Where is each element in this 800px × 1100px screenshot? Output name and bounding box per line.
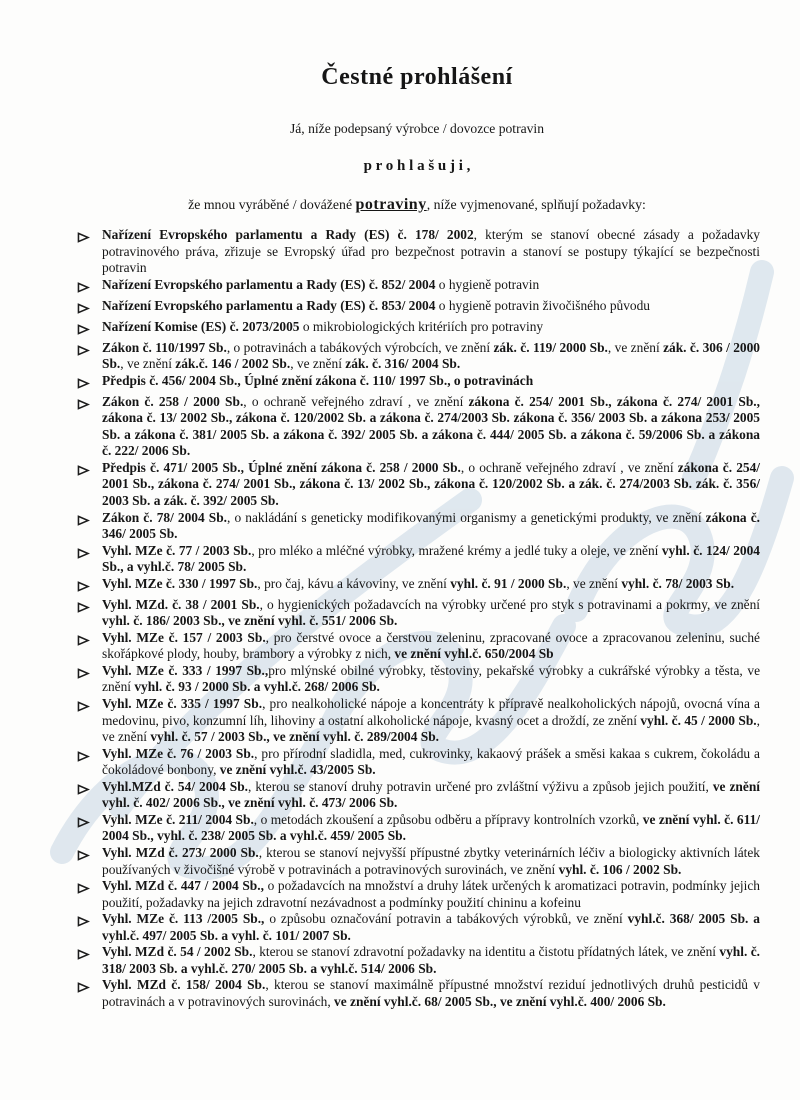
text-segment: , níže vyjmenované, splňují požadavky: <box>426 197 646 212</box>
text-segment: ve znění vyhl. č. 611/ 2004 Sb., vyhl. č. 238/ 2005 Sb. a vyhl.č. 459/ 2005 Sb. <box>102 811 760 844</box>
text-segment: zák.č. 146 / 2002 Sb. <box>175 356 291 372</box>
regulation-item <box>74 746 760 779</box>
text-segment: , pro čerstvé ovoce a čerstvou zeleninu, zpracované ovoce a zpracovanou zeleninu, suché skořápkové plody, houby, brambory a výrobky z nich, <box>102 629 760 662</box>
text-segment: zák. č. 119/ 2000 Sb. <box>493 339 608 355</box>
regulation-text <box>102 576 760 593</box>
arrowhead-right-icon <box>74 576 102 597</box>
arrowhead-right-icon <box>74 746 102 767</box>
text-segment: zákona č. 254/ 2001 Sb., zákona č. 274/ 2001 Sb., zákona č. 13/ 2002 Sb., zákona č. 120/2002 Sb. a zákona č. 274/2003 Sb. zákona č. 356/ 2003 Sb. a zákona 253/ 2005 Sb. a zákona č. 381/ 2005 Sb. a zákona č. 392/ 2005 Sb. a zákona č. 444/ 2005 Sb. a zákona č. 59/2006 Sb. a zákona č. 222/ 2006 Sb. <box>102 393 760 459</box>
arrowhead-right-icon <box>74 696 102 717</box>
text-segment: , pro nealkoholické nápoje a koncentráty k přípravě nealkoholických nápojů, ovocná vína a medovinu, pivo, konzumní líh, lihoviny a ostatní alkoholické nápoje, kvasný ocet a droždí, ze znění <box>102 696 760 728</box>
arrowhead-right-icon <box>74 911 102 932</box>
regulation-text <box>102 460 760 510</box>
regulation-item <box>74 373 760 394</box>
regulation-item <box>74 779 760 812</box>
text-segment: vyhl. č. 93 / 2000 Sb. a vyhl.č. 268/ 2006 Sb. <box>134 679 380 695</box>
text-segment: ve znění vyhl. č. 402/ 2006 Sb., ve znění vyhl. č. 473/ 2006 Sb. <box>102 778 760 811</box>
intro-declare-word: p r o h l a š u j i , <box>363 158 471 174</box>
text-segment: , kterou se stanoví nejvyšší přípustné zbytky veterinárních léčiv a biologicky aktivních látek používaných v živočišné výrobě v potravinách a potravinových surovinách, ve znění <box>102 844 760 877</box>
regulation-text <box>102 878 760 911</box>
regulation-item <box>74 944 760 977</box>
text-segment: Vyhl. MZe č. 333 / 1997 Sb., <box>102 662 269 678</box>
regulation-text <box>102 845 760 878</box>
text-segment: Vyhl. MZe č. 76 / 2003 Sb. <box>102 745 255 761</box>
text-segment: Vyhl. MZe č. 211/ 2004 Sb. <box>102 811 254 827</box>
arrowhead-right-icon <box>74 510 102 531</box>
regulation-item <box>74 663 760 696</box>
text-segment: Nařízení Evropského parlamentu a Rady (ES) č. 853/ 2004 <box>102 297 436 313</box>
arrowhead-right-icon <box>74 944 102 965</box>
arrowhead-right-icon <box>74 394 102 415</box>
text-segment: , o metodách zkoušení a způsobu odběru a přípravy kontrolních vzorků, <box>253 811 643 827</box>
arrowhead-right-icon <box>74 878 102 899</box>
regulation-text <box>102 298 760 315</box>
text-segment: Zákon č. 78/ 2004 Sb. <box>102 509 228 525</box>
text-segment: vyhl. č. 124/ 2004 Sb., a vyhl.č. 78/ 2005 Sb. <box>102 542 760 575</box>
regulation-text <box>102 597 760 630</box>
regulation-text <box>102 779 760 812</box>
text-segment: potraviny <box>355 196 427 213</box>
text-segment: že mnou vyráběné / dovážené <box>188 197 356 212</box>
text-segment: , pro přírodní sladidla, med, cukrovinky, kakaový prášek a směsi kakaa s cukrem, čokoládu a čokoládové bonbony, <box>102 745 760 778</box>
regulation-item <box>74 878 760 911</box>
regulation-item <box>74 277 760 298</box>
regulation-item <box>74 227 760 277</box>
regulation-item <box>74 340 760 373</box>
text-segment: zák. č. 316/ 2004 Sb. <box>345 356 461 372</box>
regulation-text <box>102 944 760 977</box>
text-segment: , pro mléko a mléčné výrobky, mražené krémy a jedlé tuky a oleje, ve znění <box>251 542 662 558</box>
regulation-item <box>74 911 760 944</box>
text-segment: , ve znění <box>607 339 664 355</box>
regulation-list <box>74 227 760 1010</box>
text-segment: , ve znění <box>566 575 622 591</box>
text-segment: vyhl. č. 45 / 2000 Sb. <box>640 712 757 728</box>
regulation-text <box>102 373 760 390</box>
intro-requirements-line <box>74 196 760 214</box>
text-segment: , ve znění <box>102 712 760 745</box>
text-segment: , o potravinách a tabákových výrobcích, ve znění <box>226 339 494 355</box>
text-segment: ve znění vyhl.č. 650/2004 Sb <box>394 646 554 662</box>
regulation-item <box>74 460 760 510</box>
regulation-text <box>102 277 760 294</box>
text-segment: o hygieně potravin živočišného původu <box>435 297 650 313</box>
regulation-text <box>102 340 760 373</box>
regulation-text <box>102 746 760 779</box>
regulation-text <box>102 510 760 543</box>
intro-declarant-line: Já, níže podepsaný výrobce / dovozce potravin <box>289 121 545 136</box>
text-segment: Vyhl. MZe č. 157 / 2003 Sb. <box>102 629 266 645</box>
text-segment: , ve znění <box>290 356 346 372</box>
regulation-item <box>74 543 760 576</box>
regulation-text <box>102 227 760 277</box>
text-segment: Nařízení Evropského parlamentu a Rady (ES) č. 852/ 2004 <box>102 276 436 292</box>
arrowhead-right-icon <box>74 319 102 340</box>
regulation-item <box>74 319 760 340</box>
text-segment: o způsobu označování potravin a tabákových výrobků, ve znění <box>264 911 628 927</box>
text-segment: Vyhl. MZe č. 335 / 1997 Sb. <box>102 696 263 712</box>
regulation-item <box>74 696 760 746</box>
text-segment: pro mlýnské obilné výrobky, těstoviny, pekařské výrobky a cukrářské výrobky a těsta, ve znění <box>102 662 761 695</box>
regulation-text <box>102 696 760 746</box>
text-segment: zákona č. 346/ 2005 Sb. <box>102 509 760 542</box>
regulation-item <box>74 630 760 663</box>
regulation-item <box>74 812 760 845</box>
regulation-text <box>102 630 760 663</box>
arrowhead-right-icon <box>74 340 102 361</box>
text-segment: Vyhl. MZe č. 113 /2005 Sb., <box>102 911 265 927</box>
regulation-text <box>102 977 760 1010</box>
arrowhead-right-icon <box>74 597 102 618</box>
arrowhead-right-icon <box>74 277 102 298</box>
arrowhead-right-icon <box>74 630 102 651</box>
text-segment: o mikrobiologických kritériích pro potraviny <box>299 318 544 334</box>
text-segment: Nařízení Komise (ES) č. 2073/2005 <box>102 318 300 334</box>
text-segment: vyhl. č. 318/ 2003 Sb. a vyhl.č. 270/ 2005 Sb. a vyhl.č. 514/ 2006 Sb. <box>102 944 760 976</box>
arrowhead-right-icon <box>74 298 102 319</box>
regulation-item <box>74 394 760 460</box>
regulation-item <box>74 845 760 878</box>
text-segment: Vyhl. MZd č. 447 / 2004 Sb., <box>102 878 264 894</box>
arrowhead-right-icon <box>74 779 102 800</box>
text-segment: Vyhl.MZd č. 54/ 2004 Sb. <box>102 778 249 794</box>
arrowhead-right-icon <box>74 845 102 866</box>
arrowhead-right-icon <box>74 227 102 248</box>
text-segment: Předpis č. 471/ 2005 Sb., Úplné znění zákona č. 258 / 2000 Sb. <box>102 459 461 475</box>
text-segment: , kterou se stanoví zdravotní požadavky na identitu a čistotu přídatných látek, ve znění <box>252 944 720 960</box>
text-segment: , o nakládání s geneticky modifikovanými organismy a genetickými produkty, ve znění <box>227 509 706 525</box>
text-segment: vyhl. č. 106 / 2002 Sb. <box>558 861 682 877</box>
arrowhead-right-icon <box>74 812 102 833</box>
text-segment: Zákon č. 258 / 2000 Sb. <box>102 393 244 409</box>
arrowhead-right-icon <box>74 663 102 684</box>
text-segment: ve znění vyhl.č. 43/2005 Sb. <box>219 762 376 778</box>
text-segment: zák. č. 306 / 2000 Sb. <box>102 339 760 372</box>
text-segment: Vyhl. MZe č. 330 / 1997 Sb. <box>102 575 258 591</box>
text-segment: o hygieně potravin <box>435 276 540 292</box>
regulation-text <box>102 911 760 944</box>
regulation-text <box>102 812 760 845</box>
regulation-text <box>102 394 760 460</box>
arrowhead-right-icon <box>74 543 102 564</box>
text-segment: Vyhl. MZd č. 158/ 2004 Sb. <box>102 977 266 993</box>
text-segment: Vyhl. MZd č. 54 / 2002 Sb. <box>102 944 253 960</box>
text-segment: ve znění vyhl.č. 68/ 2005 Sb., ve znění vyhl.č. 400/ 2006 Sb. <box>334 993 666 1009</box>
text-segment: vyhl. č. 186/ 2003 Sb., ve znění vyhl. č. 551/ 2006 Sb. <box>102 613 398 629</box>
arrowhead-right-icon <box>74 460 102 481</box>
arrowhead-right-icon <box>74 373 102 394</box>
text-segment: Vyhl. MZd č. 273/ 2000 Sb. <box>102 844 259 860</box>
regulation-item <box>74 298 760 319</box>
text-segment: vyhl. č. 57 / 2003 Sb., ve znění vyhl. č. 289/2004 Sb. <box>150 729 440 745</box>
arrowhead-right-icon <box>74 977 102 998</box>
text-segment: vyhl. č. 78/ 2003 Sb. <box>621 575 735 591</box>
text-segment: Vyhl. MZd. č. 38 / 2001 Sb. <box>102 596 260 612</box>
regulation-item <box>74 597 760 630</box>
text-segment: Předpis č. 456/ 2004 Sb., Úplné znění zákona č. 110/ 1997 Sb., o potravinách <box>102 372 534 388</box>
text-segment: , ve znění <box>120 356 176 372</box>
page-title: Čestné prohlášení <box>321 64 513 90</box>
text-segment: , pro čaj, kávu a kávoviny, ve znění <box>257 575 451 591</box>
text-segment: Zákon č. 110/1997 Sb. <box>102 339 227 355</box>
regulation-item <box>74 977 760 1010</box>
text-segment: , kterým se stanoví obecné zásady a požadavky potravinového práva, zřizuje se Evropský úřad pro bezpečnost potravin a stanoví se postupy týkající se bezpečnosti potravin <box>102 227 760 276</box>
text-segment: , o ochraně veřejného zdraví , ve znění <box>460 459 678 475</box>
text-segment: , kterou se stanoví druhy potravin určené pro zvláštní výživu a způsob jejich použití, <box>248 778 713 794</box>
text-segment: , o hygienických požadavcích na výrobky určené pro styk s potravinami a pokrmy, ve znění <box>259 596 760 612</box>
regulation-item <box>74 510 760 543</box>
text-segment: vyhl.č. 368/ 2005 Sb. a vyhl.č. 497/ 2005 Sb. a vyhl. č. 101/ 2007 Sb. <box>102 911 760 943</box>
text-segment: , o ochraně veřejného zdraví , ve znění <box>243 393 469 409</box>
text-segment: , kterou se stanoví maximálně přípustné množství reziduí jednotlivých druhů pesticidů v potravinách a v potravinových surovinách, <box>102 977 761 1009</box>
text-segment: zákona č. 254/ 2001 Sb., zákona č. 274/ 2001 Sb., zákona č. 13/ 2002 Sb., zákona č. 120/2002 Sb. a zák. č. 274/2003 Sb. zák. č. 356/ 2003 Sb. a zák. č. 392/ 2005 Sb. <box>102 459 760 509</box>
text-segment: Vyhl. MZe č. 77 / 2003 Sb. <box>102 542 252 558</box>
text-segment: Nařízení Evropského parlamentu a Rady (ES) č. 178/ 2002 <box>102 227 474 242</box>
regulation-text <box>102 319 760 336</box>
regulation-text <box>102 663 760 696</box>
text-segment: o požadavcích na množství a druhy látek určených k aromatizaci potravin, podmínky jejich použití, požadavky na jejich zdravotní nezávadnost a podmínky použití chininu a kofeinu <box>102 878 760 910</box>
text-segment: vyhl. č. 91 / 2000 Sb. <box>450 575 567 591</box>
regulation-item <box>74 576 760 597</box>
regulation-text <box>102 543 760 576</box>
